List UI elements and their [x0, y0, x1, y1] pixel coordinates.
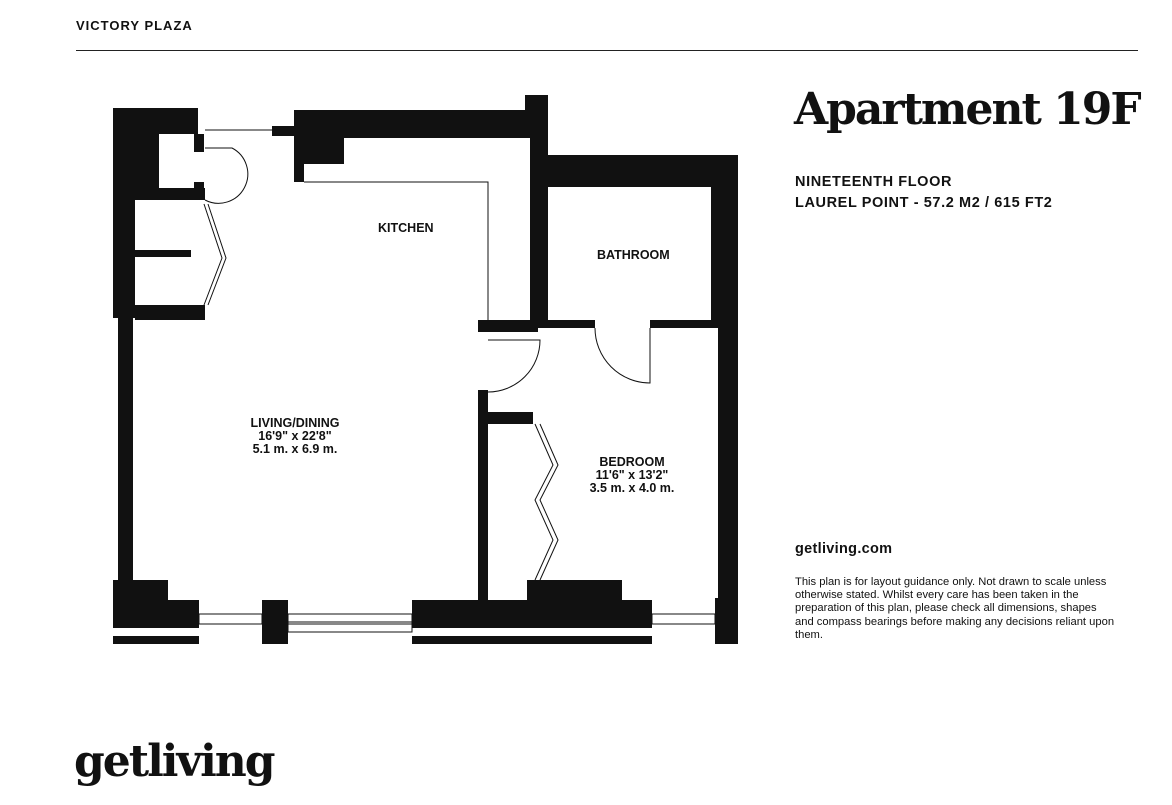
wall	[135, 134, 159, 188]
room-label-living: LIVING/DINING	[250, 416, 340, 430]
wall	[478, 320, 538, 332]
wall	[194, 182, 204, 200]
kitchen-counter	[304, 182, 488, 320]
wall	[650, 320, 725, 328]
door-swing	[488, 340, 540, 392]
apartment-floor: NINETEENTH FLOOR	[795, 174, 953, 190]
wall	[527, 580, 622, 602]
development-name: VICTORY PLAZA	[76, 18, 193, 33]
wardrobe-door	[208, 204, 226, 305]
room-dimensions-metric: 3.5 m. x 4.0 m.	[589, 481, 675, 495]
wall	[530, 320, 595, 328]
wall	[113, 600, 199, 628]
disclaimer-text: This plan is for layout guidance only. Not drawn to scale unless otherwise stated. Whilst every care has been taken in the preparation of this plan, please check all dimensions, shapes and compass bearings before making any decisions reliant upon them.	[795, 576, 1115, 641]
wall	[294, 136, 304, 182]
header-divider	[76, 50, 1138, 51]
wall	[262, 600, 288, 644]
wardrobe-door	[540, 424, 558, 580]
room-bedroom	[577, 456, 687, 495]
wall	[113, 636, 199, 644]
wall	[715, 598, 738, 644]
door-swing	[205, 148, 248, 203]
wall	[118, 318, 133, 590]
wall	[113, 108, 135, 318]
wall	[294, 110, 548, 138]
wall	[478, 412, 533, 424]
wall	[711, 155, 738, 325]
floor-plan	[100, 88, 750, 658]
wall	[525, 95, 548, 138]
website-link[interactable]: getliving.com	[795, 541, 893, 557]
room-dimensions-metric: 5.1 m. x 6.9 m.	[252, 442, 338, 456]
room-dimensions-imperial: 11'6" x 13'2"	[595, 468, 669, 482]
wall	[718, 320, 738, 600]
wall	[412, 636, 652, 644]
window	[199, 614, 262, 624]
apartment-title: Apartment 19F	[794, 84, 1140, 135]
room-dimensions-imperial: 16'9" x 22'8"	[258, 429, 332, 443]
room-label-bedroom: BEDROOM	[599, 455, 665, 469]
wall	[135, 305, 205, 320]
brand-logo: getliving	[74, 736, 274, 787]
apartment-area: LAUREL POINT - 57.2 M2 / 615 FT2	[795, 195, 1053, 211]
window	[652, 614, 715, 624]
wall	[135, 250, 191, 257]
room-label-kitchen: KITCHEN	[378, 221, 434, 235]
wall	[530, 155, 738, 187]
wall	[272, 126, 296, 136]
room-label-bathroom: BATHROOM	[597, 248, 670, 262]
wall	[194, 134, 204, 152]
wall	[530, 138, 548, 328]
door-swing	[595, 328, 650, 383]
wall	[412, 600, 652, 628]
room-living-dining	[240, 417, 350, 456]
